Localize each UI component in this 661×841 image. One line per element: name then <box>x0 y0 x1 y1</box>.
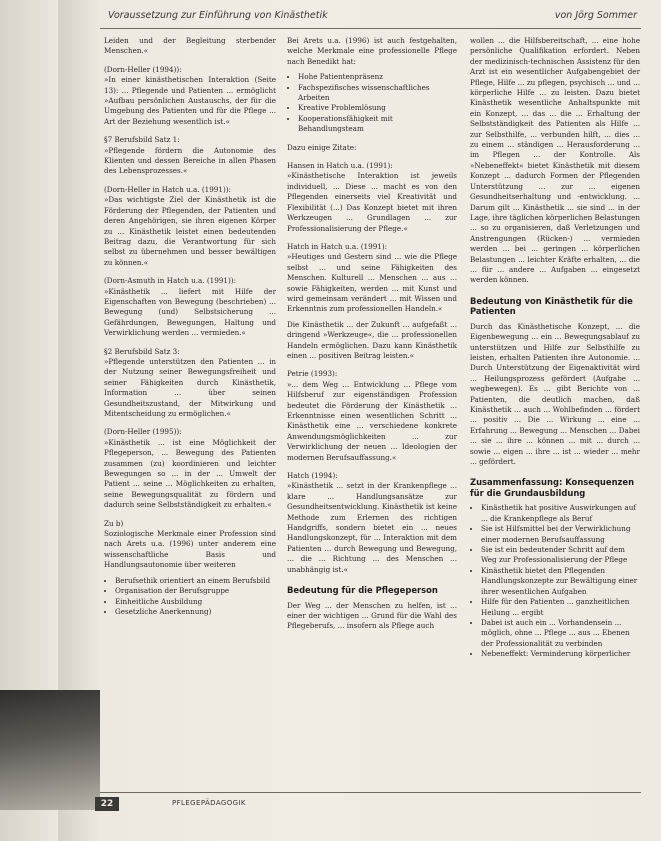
running-header <box>100 6 641 29</box>
citation-source: Hatch in Hatch u.a. (1991): <box>287 241 388 251</box>
paragraph: »Kinästhetik ... setzt in der Krankenpflege ... klare ... Handlungsansätze zur Gesundheitsentwicklung. Kinästhetik ist keine Methode zum Erlernen des richtigen Handgriffs, sondern bietet ein ... neues Handlungskonzept, für ... Interaktion mit dem Patienten ... durch Bewegung und Bewegung, ... die ... Richtung ... des Menschen ... unabhängig ist.« <box>287 481 457 574</box>
bullet-item: • Kinästhetik hat positive Auswirkungen auf ... die Krankenpflege als Beruf <box>481 503 640 524</box>
citation-source: (Dorn-Asmuth in Hatch u.a. (1991)): <box>104 276 237 286</box>
citation-source: §2 Berufsbild Satz 3: <box>104 346 180 356</box>
section-heading: Zusammenfassung: Konsequenzen für die Grundausbildung <box>470 477 635 498</box>
paragraph: Der Weg ... der Menschen zu helfen, ist ... einer der wichtigen ... Grund für die Wahl des Pflegeberufs, ... insofern als Pflege auch <box>287 600 457 631</box>
bullet-list <box>104 576 276 618</box>
section-heading: Bedeutung von Kinästhetik für die Patienten <box>470 295 633 317</box>
header-title: Voraussetzung zur Einführung von Kinästhetik <box>108 10 328 21</box>
bullet-item: • Kinästhetik bietet den Pflegenden Handlungskonzepte zur Bewältigung einer ihrer wesentlichen Aufgaben <box>481 566 640 597</box>
citation-source: (Dorn-Heller (1995)): <box>104 427 182 437</box>
section-heading: Bedeutung für die Pflegeperson <box>287 585 438 596</box>
bullet-list <box>470 503 640 659</box>
bullet-item: • Dabei ist auch ein ... Vorhandensein ... möglich, ohne ... Pflege ... aus ... Ebenen der Professionalität zu verbinden <box>481 618 640 649</box>
bullet-item: • Fachspezifisches wissenschaftliches Arbeiten <box>298 83 457 104</box>
paragraph: Durch das Kinästhetische Konzept, ... die Eigenbewegung ... ein ... Bewegungsablauf zu unterstützen und Hilfe zur Selbsthilfe zu leisten, erhalten Patienten ihre Autonomie. ... Durch Unterstützung der Eigenaktivität wird ... Heilungsprozess gefördert (Aufgabe ... wegbewegen). Es ... gibt Berichte von ... Patienten, die deutlich machen, daß Kinästhetik ... auch ... Wohlbefinden ... fördert ... positiv ... Die ... Wirkung ... eine ... Erfahrung ... Bewegung ... Menschen ... Dabei ... sie ... ihre ... können ... mit ... durch ... sowie ... eigen ... ihre ... ist ... wieder ... mehr ... gefördert. <box>470 321 640 467</box>
header-author: von Jörg Sommer <box>554 10 637 21</box>
paragraph: »Das wichtigste Ziel der Kinästhetik ist die Förderung der Pflegenden, der Patienten und deren Angehörigen, sie ihren eigenen Körper zu ... Kinästhetik leistet einen bedeutenden Beitrag dazu, die Verantwortung für sich selbst zu übernehmen und besser bewältigen zu können.« <box>104 195 276 267</box>
bullet-item: • Sie ist Hilfsmittel bei der Verwirklichung einer modernen Berufsauffassung <box>481 524 640 545</box>
paragraph: »Kinästhetik ... ist eine Möglichkeit der Pflegeperson, ... Bewegung des Patienten zusammen (zu) koordinieren und leichter Bewegungen so ... in der ... Umwelt der Patient ... seine ... Möglichkeiten zu erhalten, seine Bewegungsqualität zu fördern und dadurch seine Selbstständigkeit zu erhalten.« <box>104 437 276 510</box>
text-column-1 <box>104 36 276 623</box>
bullet-item: • Gesetzliche Anerkennung) <box>115 607 276 617</box>
page-number: 22 <box>95 797 119 811</box>
bullet-item: • Organisation der Berufsgruppe <box>115 586 276 596</box>
paragraph: Soziologische Merkmale einer Profession sind nach Arets u.a. (1996) unter anderem eine wissenschaftliche Basis und Handlungsautonomie über weiteren <box>104 529 276 570</box>
paragraph: »Pflegende fördern die Autonomie des Klienten und dessen Bereiche in allen Phasen des Lebensprozesses.« <box>104 145 276 176</box>
paragraph: »... dem Weg ... Entwicklung ... Pflege vom Hilfsberuf zur eigenständigen Profession bedeutet die Förderung der Kinästhetik ... Erkenntnisse einen wesentlichen Schritt ... Kinästhetik eine ... verschiedene konkrete Anwendungsmöglichkeiten ... zur Verwirklichung der neuen ... Ideologien der modernen Berufsauffassung.« <box>287 379 457 462</box>
paragraph: wollen ... die Hilfsbereitschaft, ... eine hohe persönliche Qualifikation erfordert. Neben der medizinisch-technischen Assistenz für den Arzt ist ein wesentlicher Aufgabengebiet der Pflege, Hilfe ... zu pflegen, psychisch ... und ... körperliche Hilfe ... zu leisten. Dazu bietet Kinästhetik wesentliche Anhaltspunkte mit ein Konzept, ... das ... die ... Erhaltung der Selbstständigkeit des Patienten als Hilfe ... zur Selbsthilfe, ... verbunden hilft, ... dies ... zu einem ... ständigen ... Herausforderung ... im Pflegen ... der Kontrolle. Als »Nebeneffekt« bietet Kinästhetik mit diesem Konzept ... dadurch Formen der Pflegenden Unterstützung ... zur ... eigenen Gesundheitserhaltung und -entwicklung. ... Darum gilt ... Kinästhetik ... sie sind ... in der Lage, ihre täglichen körperlichen Belastungen ... so zu organisieren, daß Verletzungen und Anstrengungen (Rücken-) ... vermieden werden ... bei ... geringen ... körperlichen Belastungen ... leichter Kräfte erhalten, ... die ... für ... andere ... Aufgaben ... eingesetzt werden können. <box>470 36 640 285</box>
bullet-item: • Berufsethik orientiert an einem Berufsbild <box>115 576 276 586</box>
paragraph: »Kinästhetische Interaktion ist jeweils individuell, ... Diese ... macht es von den Pflegenden einerseits viel Kreativität und Flexibilität (...) Das Konzept bietet mit ihren Werkzeugen ... Grundlagen ... zur Professionalisierung der Pflege.« <box>287 171 457 233</box>
footer-rule <box>100 792 641 793</box>
bullet-item: • Hilfe für den Patienten ... ganzheitlichen Heilung ... ergibt <box>481 597 640 618</box>
journal-name: PFLEGEPÄDAGOGIK <box>172 799 246 807</box>
citation-source: Hatch (1994): <box>287 471 338 481</box>
binding-dark-corner <box>0 690 100 810</box>
citation-source: Hansen in Hatch u.a. (1991): <box>287 161 393 171</box>
citation-source: Petrie (1993): <box>287 369 338 379</box>
paragraph: Die Kinästhetik ... der Zukunft ... aufgefaßt ... dringend »Werkzeuge«, die ... professionellen Handeln ermöglichen. Dazu kann Kinästhetik einen ... positiven Beitrag leisten.« <box>287 319 457 360</box>
paragraph: Leiden und der Begleitung sterbender Menschen.« <box>104 36 276 56</box>
bullet-item: • Nebeneffekt: Verminderung körperlicher <box>481 649 640 659</box>
citation-source: (Dorn-Heller (1994)): <box>104 64 182 74</box>
citation-source: Dazu einige Zitate: <box>287 142 357 152</box>
paragraph: »Kinästhetik ... liefert mit Hilfe der Eigenschaften von Bewegung (beschrieben) ... Bewegung (und) Selbstsicherung ... Gefährdungen, Bewegungen, Haltung und Verwirklichung werden ... vermieden.« <box>104 286 276 338</box>
citation-source: §7 Berufsbild Satz 1: <box>104 135 180 145</box>
paragraph: »In einer kinästhetischen Interaktion (Seite 13): ... Pflegende und Patienten ... ermöglicht »Aufbau persönlichen Austauschs, der für die Umgebung des Patienten und für die Pflege ... Art der Beziehung wesentlich ist.« <box>104 75 276 126</box>
paragraph: Bei Arets u.a. (1996) ist auch festgehalten, welche Merkmale eine professionelle Pflege nach Benedikt hat: <box>287 36 457 66</box>
text-column-3 <box>470 36 640 666</box>
text-column-2 <box>287 36 457 637</box>
paragraph: »Pflegende unterstützen den Patienten ... in der Nutzung seiner Bewegungsfreiheit und seiner Fähigkeiten durch Kinästhetik, Information ... über seinen Gesundheitszustand, der Mitwirkung und Mitentscheidung zu ermöglichen.« <box>104 356 276 418</box>
bullet-item: • Kooperationsfähigkeit mit Behandlungsteam <box>298 114 457 135</box>
bullet-item: • Sie ist ein bedeutender Schritt auf dem Weg zur Professionalisierung der Pflege <box>481 545 640 566</box>
bullet-item: • Kreative Problemlösung <box>298 103 457 113</box>
paragraph: »Heutiges und Gestern sind ... wie die Pflege selbst ... und seine Fähigkeiten des Menschen. Kulturell ... Menschen ... aus ... sowie Fähigkeiten, werden ... mit Kunst und wird gemeinsam verändert ... mit Wissen und Erkenntnis zum professionellen Handeln.« <box>287 252 457 314</box>
bullet-item: • Einheitliche Ausbildung <box>115 597 276 607</box>
bullet-list <box>287 72 457 134</box>
citation-source: (Dorn-Heller in Hatch u.a. (1991)): <box>104 184 231 194</box>
bullet-item: • Hohe Patientenpräsenz <box>298 72 457 82</box>
citation-source: Zu b) <box>104 518 124 528</box>
